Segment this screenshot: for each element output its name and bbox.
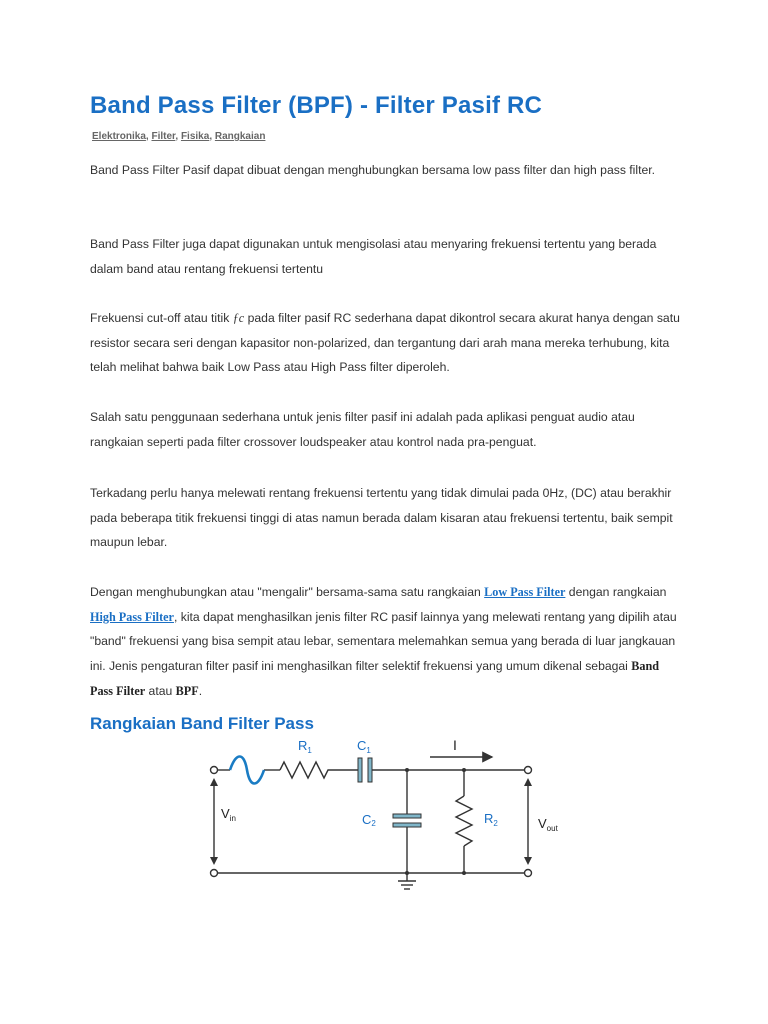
paragraph-6-text-c: , kita dapat menghasilkan jenis filter RC pasif lainnya yang melewati rentang yang dipilih atau "band" frekuensi yang bisa sempit atau lebar, sementara melemahkan semua yang berada di luar jangkauan ini. Jenis pengaturan filter pasif ini menghasilkan filter selektif frekuensi yang umum dikenal sebagai	[90, 609, 677, 674]
paragraph-6	[90, 580, 680, 704]
capacitor-c1-plate-a	[358, 758, 362, 782]
bpf-abbrev: BPF	[175, 683, 199, 698]
label-vout: $V_{out}$	[538, 816, 558, 833]
paragraph-3	[90, 306, 680, 380]
paragraph-3-text-a: Frekuensi cut-off atau titik	[90, 311, 233, 325]
bpf-term: Band Pass Filter	[90, 659, 660, 698]
low-pass-filter-link[interactable]: Low Pass Filter	[484, 585, 566, 599]
resistor-r2	[456, 796, 472, 846]
label-link-rangkaian[interactable]: Rangkaian	[214, 131, 266, 142]
terminal-in-top	[211, 767, 218, 774]
section-heading: Rangkaian Band Filter Pass	[90, 714, 314, 733]
label-c2: C2	[362, 812, 376, 828]
terminal-in-bottom	[211, 870, 218, 877]
capacitor-c2-plate-b	[393, 823, 421, 827]
resistor-r1	[280, 762, 330, 778]
label-vin: $V_{in}$	[221, 806, 236, 823]
high-pass-filter-link[interactable]: High Pass Filter	[90, 609, 174, 624]
terminal-out-bottom	[525, 870, 532, 877]
ac-source-icon	[230, 757, 264, 784]
cutoff-symbol: ƒc	[232, 311, 245, 325]
paragraph-6-text-b: dengan rangkaian	[565, 585, 667, 599]
capacitor-c2-plate-a	[393, 814, 421, 818]
paragraph-6-text-d: atau	[145, 683, 176, 698]
capacitor-c1-plate-b	[368, 758, 372, 782]
label-current: I	[453, 737, 457, 753]
paragraph-5: Terkadang perlu hanya melewati rentang frekuensi tertentu yang tidak dimulai pada 0Hz, (DC) atau berakhir pada beberapa titik frekuensi tinggi di atas namun berada dalam kisaran atau frekuensi tertentu, baik sempit maupun lebar.	[90, 486, 673, 550]
band-pass-circuit-diagram	[200, 730, 558, 895]
label-c1: $C_1$	[357, 738, 371, 755]
paragraph-6-text-a: Dengan menghubungkan atau "mengalir" bersama-sama satu rangkaian	[90, 585, 485, 599]
paragraph-6-text-e: .	[198, 683, 203, 698]
paragraph-2: Band Pass Filter juga dapat digunakan untuk mengisolasi atau menyaring frekuensi tertentu yang berada dalam band atau rentang frekuensi tertentu	[90, 237, 657, 276]
paragraph-3-text-b: pada filter pasif RC sederhana dapat dikontrol secara akurat hanya dengan satu resistor secara seri dengan kapasitor non-polarized, dan tergantung dari arah mana mereka terhubung, kita telah melihat bahwa baik Low Pass atau High Pass filter diperoleh.	[90, 311, 680, 375]
label-link-filter[interactable]: Filter	[151, 131, 176, 142]
label-r1: $R_1$	[298, 738, 312, 755]
terminal-out-top	[525, 767, 532, 774]
paragraph-1: Band Pass Filter Pasif dapat dibuat dengan menghubungkan bersama low pass filter dan high pass filter.	[90, 163, 656, 177]
label-link-elektronika[interactable]: Elektronika	[92, 131, 146, 142]
paragraph-4: Salah satu penggunaan sederhana untuk jenis filter pasif ini adalah pada aplikasi penguat audio atau rangkaian seperti pada filter crossover loudspeaker atau kontrol nada pra-penguat.	[90, 410, 635, 449]
label-link-fisika[interactable]: Fisika	[180, 131, 210, 142]
label-r2: $R_2$	[484, 811, 498, 828]
article-title: Band Pass Filter (BPF) - Filter Pasif RC	[90, 92, 543, 119]
post-labels: Elektronika, Filter, Fisika, Rangkaian	[92, 131, 266, 142]
